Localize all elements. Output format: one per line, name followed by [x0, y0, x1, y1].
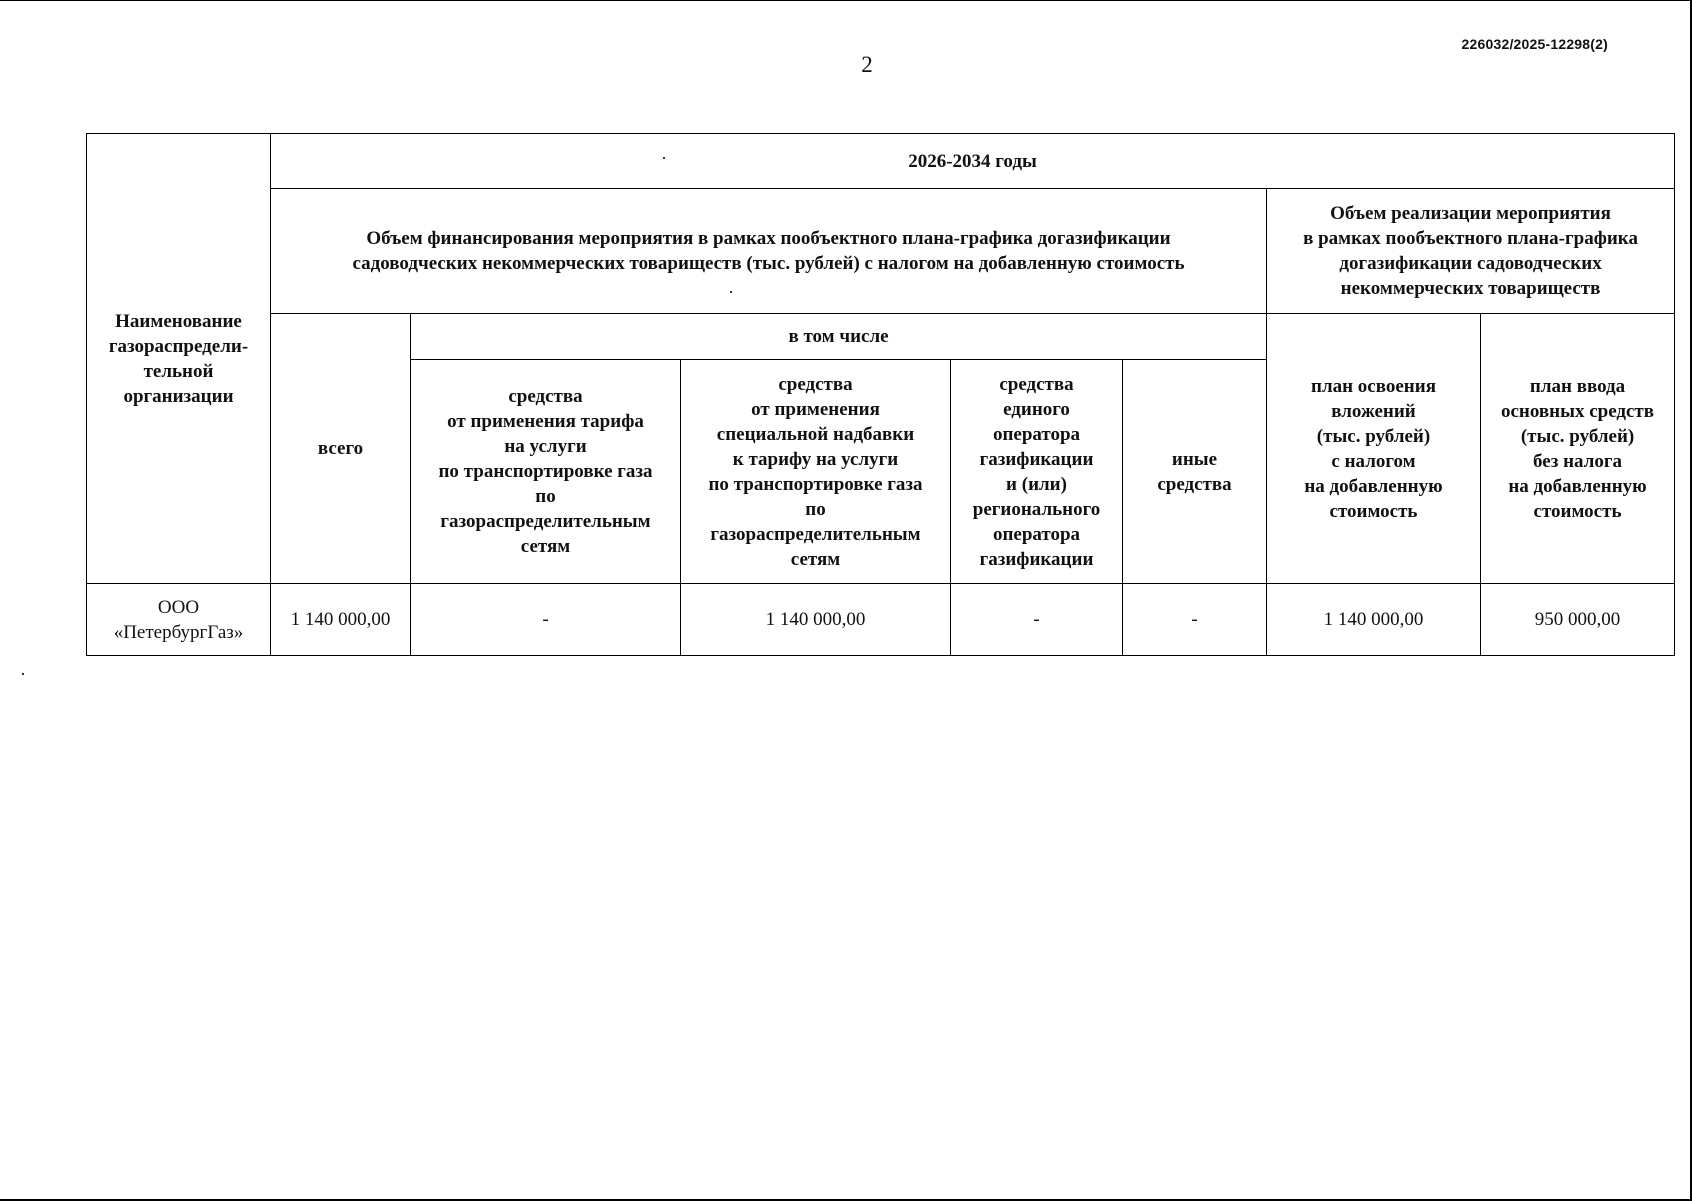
surcharge-header-cell [681, 360, 951, 584]
surcharge-value: 1 140 000,00 [765, 609, 866, 630]
investment-plan-header-cell [1267, 314, 1481, 584]
org-header: Наименование газораспредели- тельной организации [108, 310, 249, 407]
other-value-cell [1123, 584, 1267, 656]
page-number: 2 [861, 52, 873, 77]
gasification-table [86, 133, 1675, 656]
implementation-header: Объем реализации мероприятия в рамках пообъектного плана-графика догазификации садоводческих некоммерческих товариществ [1303, 203, 1638, 299]
period-header-cell [271, 134, 1675, 189]
investment-plan-value: 1 140 000,00 [1323, 609, 1424, 630]
scan-speck [22, 673, 24, 675]
operator-header: средства единого оператора газификации и (или) регионального оператора газификации [972, 373, 1101, 570]
financing-header-cell [271, 189, 1267, 314]
including-header-cell [411, 314, 1267, 360]
total-header: всего [317, 438, 364, 459]
investment-plan-header: план освоения вложений (тыс. рублей) с налогом на добавленную стоимость [1304, 375, 1443, 522]
org-name: ООО «ПетербургГаз» [113, 596, 244, 643]
surcharge-value-cell [681, 584, 951, 656]
fixed-assets-plan-header: план ввода основных средств (тыс. рублей) без налога на добавленную стоимость [1501, 375, 1655, 522]
financing-header: Объем финансирования мероприятия в рамках пообъектного плана-графика догазификации садоводческих некоммерческих товариществ (тыс. рублей) с налогом на добавленную стоимость [352, 228, 1185, 274]
org-header-cell [87, 134, 271, 584]
fixed-assets-plan-value-cell [1481, 584, 1675, 656]
operator-value: - [1033, 609, 1040, 630]
including-header: в том числе [788, 326, 889, 347]
fixed-assets-plan-value: 950 000,00 [1534, 609, 1621, 630]
tariff-header-cell [411, 360, 681, 584]
tariff-value: - [542, 609, 549, 630]
other-value: - [1191, 609, 1198, 630]
total-value-cell [271, 584, 411, 656]
tariff-header: средства от применения тарифа на услуги по транспортировке газа по газораспределительным сетям [438, 386, 653, 557]
header-row-including [87, 314, 1675, 360]
operator-header-cell [951, 360, 1123, 584]
fixed-assets-plan-header-cell [1481, 314, 1675, 584]
total-value: 1 140 000,00 [290, 609, 391, 630]
investment-plan-value-cell [1267, 584, 1481, 656]
header-row-period [87, 134, 1675, 189]
header-row-volumes [87, 189, 1675, 314]
operator-value-cell [951, 584, 1123, 656]
period-header: 2026-2034 годы [908, 150, 1037, 172]
document-id: 226032/2025-12298(2) [1461, 36, 1608, 52]
other-header: иные средства [1157, 448, 1232, 495]
tariff-value-cell [411, 584, 681, 656]
total-header-cell [271, 314, 411, 584]
other-header-cell [1123, 360, 1267, 584]
org-name-cell [87, 584, 271, 656]
surcharge-header: средства от применения специальной надбавки к тарифу на услуги по транспортировке газа по газораспределительным сетям [708, 373, 923, 570]
table-row [87, 584, 1675, 656]
implementation-header-cell [1267, 189, 1675, 314]
